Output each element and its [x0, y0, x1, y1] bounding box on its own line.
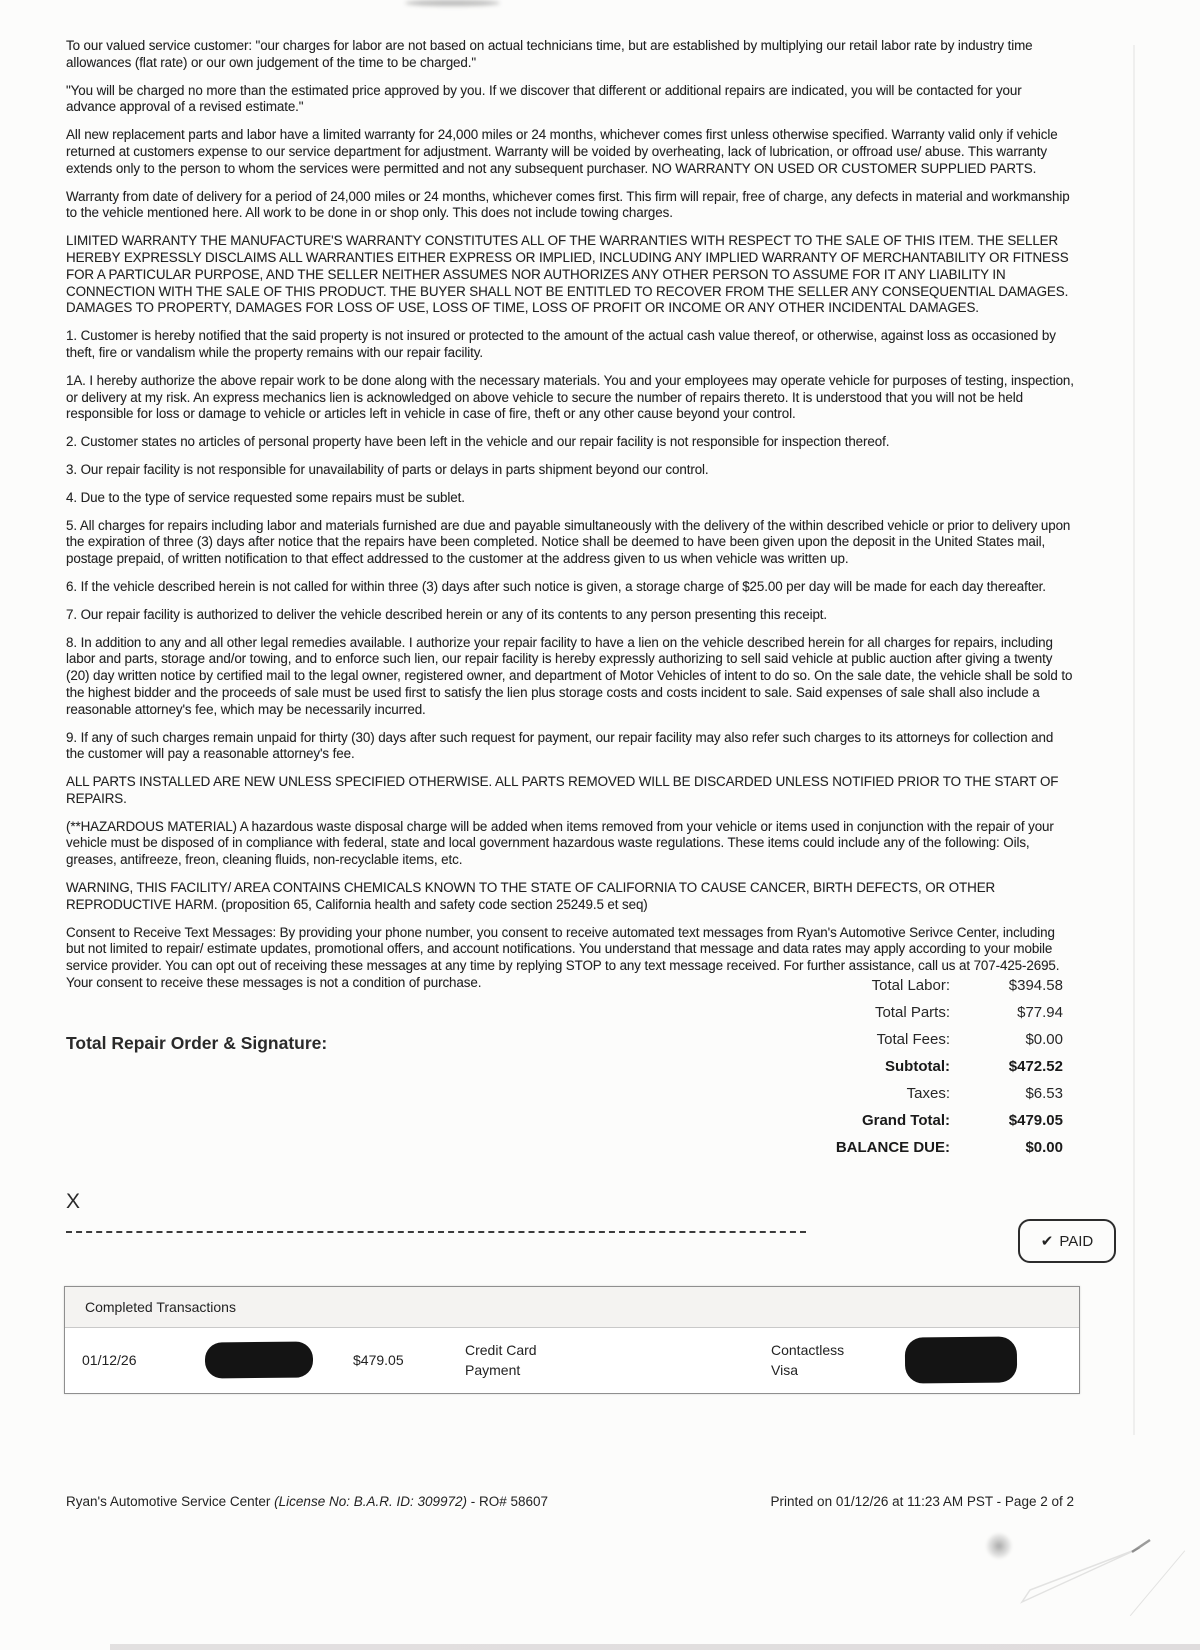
card-type-line1: Contactless [771, 1342, 845, 1358]
footer-print-info: Printed on 01/12/26 at 11:23 AM PST - Page 2 of 2 [770, 1494, 1074, 1509]
scan-artifact-top-smudge [405, 0, 500, 6]
redacted-customer-name [205, 1341, 313, 1378]
total-labor-label: Total Labor: [871, 977, 950, 994]
total-parts-row [730, 999, 1063, 1026]
grand-total-value: $479.05 [1008, 1112, 1063, 1129]
paragraph-clause-6: 6. If the vehicle described herein is not called for within three (3) days after such notice is given, a storage charge of $25.00 per day will be made for each day thereafter. [66, 578, 1046, 594]
scan-artifact-bottom-edge [110, 1644, 1200, 1650]
payment-method-line2: Payment [465, 1362, 521, 1378]
transaction-date: 01/12/26 [82, 1352, 137, 1368]
paragraph-parts-warranty: All new replacement parts and labor have a limited warranty for 24,000 miles or 24 months, whichever comes first unless otherwise specified. Warranty valid only if vehicle returned at customers expense to our service department for adjustment. Warranty will be voided by overheating, lack of lubrication, or offroad use/ abuse. This warranty extends only to the person to whom the services were permitted and not any subsequent purchaser. NO WARRANTY ON USED OR CUSTOMER SUPPLIED PARTS. [66, 127, 1058, 176]
total-parts-value: $77.94 [1017, 1004, 1063, 1021]
paragraph-prop65-warning: WARNING, THIS FACILITY/ AREA CONTAINS CHEMICALS KNOWN TO THE STATE OF CALIFORNIA TO CAUSE CANCER, BIRTH DEFECTS, OR OTHER REPRODUCTIVE HARM. (proposition 65, California health and safety code section 25249.5 et seq) [66, 880, 996, 912]
grand-total-label: Grand Total: [861, 1112, 950, 1129]
transaction-amount: $479.05 [353, 1352, 404, 1368]
paragraph-clause-8: 8. In addition to any and all other legal remedies available. I authorize your repair facility to have a lien on the vehicle described herein for all charges for repairs, including labor and parts, storage and/or towing, and to enforce such lien, our repair facility is hereby expressly authorizing to sell said vehicle at public auction after giving a twenty (20) day written notice by certified mail to the legal owner, registered owner, and department of Motor Vehicles of intent to do so. On the sale date, the vehicle shall be sold to the highest bidder and the proceeds of sale must be used first to satisfy the lien plus storage costs and costs incident to sale. Said expenses of sale shall also include a reasonable attorney's fee, which may be necessarily incurred. [66, 634, 1073, 717]
paragraph-clause-7: 7. Our repair facility is authorized to deliver the vehicle described herein or any of its contents to any person presenting this receipt. [66, 606, 828, 622]
footer-license-info: (License No: B.A.R. ID: 309972) [274, 1494, 468, 1509]
paragraph-clause-1a: 1A. I hereby authorize the above repair work to be done along with the necessary materials. You and your employees may operate vehicle for purposes of testing, inspection, or delivery at my risk. An express mechanics lien is acknowledged on above vehicle to secure the number of repairs thereto. It is understood that you will not be held responsible for loss or damage to vehicle or articles left in vehicle in case of fire, theft or any other cause beyond your control. [66, 372, 1074, 422]
paragraph-clause-1: 1. Customer is hereby notified that the said property is not insured or protected to the amount of the actual cash value thereof, or otherwise, against loss as occasioned by theft, fire or vandalism while the property remains with our repair facility. [66, 328, 1056, 360]
paragraph-clause-2: 2. Customer states no articles of personal property have been left in the vehicle and our repair facility is not responsible for inspection thereof. [66, 434, 890, 450]
total-labor-row [730, 972, 1063, 999]
paragraph-limited-warranty: LIMITED WARRANTY THE MANUFACTURE'S WARRANTY CONSTITUTES ALL OF THE WARRANTIES WITH RESPECT TO THE SALE OF THIS ITEM. THE SELLER HEREBY EXPRESSLY DISCLAIMS ALL WARRANTIES EITHER EXPRESS OR IMPLIED, INCLUDING ANY IMPLIED WARRANTY OF MERCHANTABILITY OR FITNESS FOR A PARTICULAR PURPOSE, AND THE SELLER NEITHER ASSUMES NOR AUTHORIZES ANY OTHER PERSON TO ASSUME FOR IT ANY LIABILITY IN CONNECTION WITH THE SALE OF THIS PRODUCT. THE BUYER SHALL NOT BE ENTITLED TO RECOVER FROM THE SELLER ANY CONSEQUENTIAL DAMAGES. DAMAGES TO PROPERTY, DAMAGES FOR LOSS OF USE, LOSS OF TIME, LOSS OF PROFIT OR INCOME OR ANY OTHER INCIDENTAL DAMAGES. [66, 233, 1069, 316]
completed-transactions-panel [64, 1286, 1080, 1394]
taxes-row [730, 1080, 1063, 1107]
signature-x-mark: X [66, 1190, 81, 1213]
signature-dashed-line [66, 1231, 806, 1233]
paragraph-labor-rate: To our valued service customer: "our charges for labor are not based on actual technicians time, but are established by multiplying our retail labor rate by industry time allowances (flat rate) or our own judgement of the time to be charged." [66, 38, 1033, 70]
completed-transactions-title: Completed Transactions [85, 1299, 236, 1315]
paragraph-clause-4: 4. Due to the type of service requested some repairs must be sublet. [66, 489, 465, 505]
total-fees-value: $0.00 [1025, 1031, 1063, 1048]
balance-due-label: BALANCE DUE: [835, 1139, 950, 1156]
transaction-payment-method [465, 1340, 537, 1380]
balance-due-row [730, 1134, 1063, 1161]
paid-stamp [1018, 1219, 1116, 1263]
signature-section-heading: Total Repair Order & Signature: [66, 1033, 328, 1053]
total-fees-label: Total Fees: [876, 1031, 950, 1048]
balance-due-value: $0.00 [1025, 1139, 1063, 1156]
footer-shop-info: Ryan's Automotive Service Center (License No: B.A.R. ID: 309972) - RO# 58607 [66, 1494, 549, 1509]
subtotal-value: $472.52 [1008, 1058, 1063, 1075]
paragraph-delivery-warranty: Warranty from date of delivery for a period of 24,000 miles or 24 months, whichever comes first. This firm will repair, free of charge, any defects in material and workmanship to the vehicle mentioned here. All work to be done in or shop only. This does not include towing charges. [66, 188, 1070, 221]
page-footer [66, 1494, 1074, 1509]
card-type-line2: Visa [771, 1362, 798, 1378]
terms-and-conditions [66, 38, 1074, 1003]
grand-total-row [730, 1107, 1063, 1134]
taxes-value: $6.53 [1025, 1085, 1063, 1102]
transaction-row [65, 1328, 1079, 1392]
paragraph-clause-3: 3. Our repair facility is not responsible for unavailability of parts or delays in parts shipment beyond our control. [66, 461, 709, 477]
paragraph-parts-new: ALL PARTS INSTALLED ARE NEW UNLESS SPECIFIED OTHERWISE. ALL PARTS REMOVED WILL BE DISCARDED UNLESS NOTIFIED PRIOR TO THE START OF REPAIRS. [66, 774, 1059, 806]
redacted-card-number [905, 1336, 1017, 1383]
subtotal-row [730, 1053, 1063, 1080]
total-labor-value: $394.58 [1008, 977, 1063, 994]
scan-artifact-right-crease [1133, 45, 1135, 1435]
total-parts-label: Total Parts: [874, 1004, 950, 1021]
paragraph-text-consent: Consent to Receive Text Messages: By providing your phone number, you consent to receive automated text messages from Ryan's Automotive Serivce Center, including but not limited to repair/ estimate updates, promotional offers, and account notifications. You understand that message and data rates may apply according to your mobile service provider. You can opt out of receiving these messages at any time by replying STOP to any text message received. For further assistance, call us at 707-425-2695. Your consent to receive these messages is not a condition of purchase. [66, 924, 1060, 991]
paragraph-estimate-approval: "You will be charged no more than the estimated price approved by you. If we discover that different or additional repairs are indicated, you will be contacted for your advance approval of a revised estimate." [66, 82, 1022, 115]
paid-stamp-label: PAID [1059, 1232, 1094, 1250]
completed-transactions-header [65, 1287, 1079, 1328]
transaction-card-type [771, 1340, 844, 1380]
paragraph-hazardous-material: (**HAZARDOUS MATERIAL) A hazardous waste disposal charge will be added when items removed from your vehicle or items used in conjunction with the repair of your vehicle must be disposed of in compliance with federal, state and local government hazardous waste regulations. These items could include any of the following: Oils, greases, antifreeze, freon, cleaning fluids, non-recyclable items, etc. [66, 818, 1054, 868]
total-fees-row [730, 1026, 1063, 1053]
paragraph-clause-9: 9. If any of such charges remain unpaid for thirty (30) days after such request for payment, our repair facility may also refer such charges to its attorneys for collection and the customer will pay a reasonable attorney's fee. [66, 729, 1054, 762]
paragraph-clause-5: 5. All charges for repairs including labor and materials furnished are due and payable simultaneously with the delivery of the within described vehicle or prior to delivery upon the expiration of three (3) days after notice that the repairs have been completed. Notice shall be deemed to have been given upon the deposit in the United States mail, postage prepaid, of written notification to that effect addressed to the customer at the address given to us when vehicle was written up. [66, 517, 1071, 567]
paid-check-icon: ✔ [1040, 1233, 1054, 1250]
payment-method-line1: Credit Card [465, 1342, 537, 1358]
taxes-label: Taxes: [906, 1085, 950, 1102]
totals-summary [730, 972, 1063, 1161]
subtotal-label: Subtotal: [885, 1058, 950, 1075]
redacted-reference-number [597, 1330, 716, 1389]
